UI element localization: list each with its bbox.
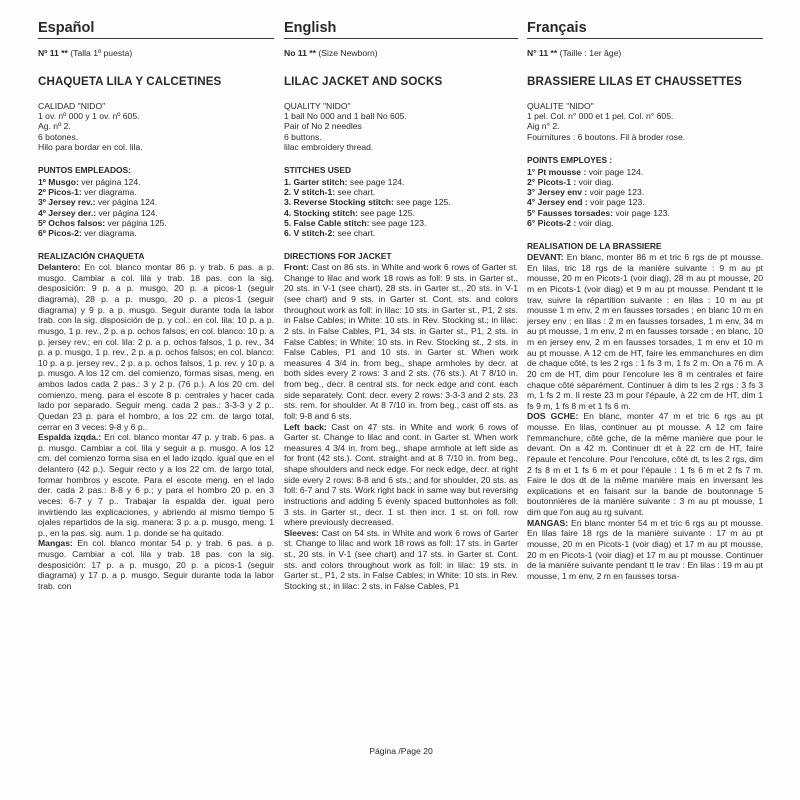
size-line-en: No 11 ** (Size Newborn) — [284, 48, 378, 58]
material-line: Fournitures : 6 boutons. Fil à broder rose. — [527, 131, 686, 142]
stitch-item: 5. False Cable stitch: see page 123. — [284, 217, 427, 228]
material-line: Pair of No 2 needles — [284, 121, 362, 132]
directions-heading-es: REALIZACIÓN CHAQUETA — [38, 251, 145, 262]
stitch-item: 4º Jersey der.: ver página 124. — [38, 207, 158, 218]
material-line: Ag. nº 2. — [38, 121, 71, 132]
paragraph-sleeves: Mangas: En col. blanco montar 54 p. y trab. 6 pas. a p. musgo. Cambiar a col. lila y trab. 18 pas. con la sig. desposición: 17 p. a p. musgo, 20 p. a picos-1 (seguir diagrama) y 17 p. a p. musgo. Seguir durante toda la labor trab. con — [38, 538, 274, 591]
language-heading-es: Español — [38, 20, 274, 39]
material-line: QUALITE "NIDO" — [527, 101, 594, 111]
material-line: 6 botones. — [38, 131, 79, 142]
stitch-item: 2º Picos-1: ver diagrama. — [38, 187, 137, 198]
materials-en — [284, 101, 518, 152]
column-english — [284, 0, 518, 592]
paragraph-back: Espalda izqda.: En col. blanco montar 47 p. y trab. 6 pas. a p. musgo. Cambiar a col. lila y seguir a p. musgo. A los 12 cm. del comienzo forma sisa en el lado izqdo. igual que en el delantero (42 p.). Seguir recto y a los 22 cm. de largo total, formar hombros y escote. Para el escote meng. en el lado der. cada 2 pas.: 8-8 y 6 p.; y para el hombro 20 p. en 3 veces: 6-7 y 7 p.. Trabajar la espalda der. igual pero invirtiendo las explicaciones, y abriendo al mismo tiempo 5 ojales repartidos de la sig. manera: 3 p. a p. musgo, meng. 1 p., en la pas. sig. aum. 1 p. donde se ha quitado. — [38, 432, 274, 538]
size-line-fr: N° 11 ** (Taille : 1er âge) — [527, 48, 622, 58]
stitch-item: 1. Garter stitch: see page 124. — [284, 177, 405, 188]
column-french — [527, 0, 763, 581]
material-line: lilac embroidery thread. — [284, 141, 374, 152]
materials-es — [38, 101, 274, 152]
stitch-item: 6° Picots-2 : voir diag. — [527, 217, 614, 228]
stitches-list-fr — [527, 167, 763, 228]
stitches-heading-en: STITCHES USED — [284, 165, 352, 176]
stitch-item: 5° Fausses torsades: voir page 123. — [527, 207, 670, 218]
paragraph-sleeves: Sleeves: Cast on 54 sts. in White and work 6 rows of Garter st. Change to lilac and work 18 rows as foll: 17 sts. in Garter st., 20 sts. in V-1 (see chart) and 17 sts. in Garter st. Cont. sts. and colors throughout work as foll: in lilac: 19 sts. in Garter st., P1, 2 sts. in False Cables; in White: 10 sts. in Rev. Stocking st.; in lilac: 2 sts. in False Cables, P1 — [284, 527, 518, 591]
paragraph-back: Left back: Cast on 47 sts. in White and work 6 rows of Garter st. Change to lilac and cont. in Garter st. When work measures 4 3/4 in. from beg., shape armhole at left side as for front (42 sts.). Cont. straight and at 8 7/10 in. from beg., shape shoulders and neck edge. For neck edge, decr. at right side every 2 rows: 8-8 and 6 sts.; and for shoulder, 20 sts. as foll: 6-7 and 7 sts. Work right back in same way but reversing instructions and adding 5 evenly spaced buttonholes as foll: 3 sts. in Garter st., decr. 1 st. then incr. 1 st. on foll. row where previously decreased. — [284, 421, 519, 528]
materials-fr — [527, 101, 763, 142]
paragraph-front: DEVANT: En blanc, monter 86 m et tric 6 rgs de pt mousse. En lilas, tric 18 rgs de la manière suivante : 9 m au pt mousse, 20 m en Picots-1 (voir diag), 28 m au pt mousse, 20 m en Picots-1 (voir diag) et 9 m au pt mousse. Pendant tt le trav, suivre la répartition suivante : en lilas : 10 m au pt mousse 1 m env, 2 m en fausses torsades ; en blanc 10 m en jersey env ; en lilas : 2 m en fausses torsades, 1 m env, 34 m au pt mousse, 1 m env, 2 m en fausses torsade ; en blanc, 10 m en jersey env, 2 m en fausses torsades, 1 m env et 10 m au pt mousse. A 12 cm de HT, faire les emmanchures en dim de chaque côté, ts les 2 rgs : 1 fs 3 m, 1 fs 2 m. On a 76 m. A 20 cm de HT, dim pour l'encolure les 8 m centrales et faire chaque côté séparément. Continuer à dim ts les 2 rgs : 3 fs 3 m, 1 fs 2 m. Il reste 23 m pour l'épaule, à 22 cm de HT, dim 1 fs 9 m, 1 fs 8 m et 1 fs 6 m. — [527, 252, 763, 411]
paragraph-sleeves: MANGAS: En blanc monter 54 m et tric 6 rgs au pt mousse. En lilas faire 18 rgs de la manière suivante : 17 m au pt mousse, 20 m en Picots-1 (voir diag) et 17 m au pt mousse, 20 m en Picots-1 (voir diag) et 17 m au pt mousse. Continuer de la manière suivante pendant tt le trav : En lilas : 19 m au pt mousse, 1 m env, 2 m en fausses torsa- — [527, 517, 763, 581]
stitch-item: 6º Picos-2: ver diagrama. — [38, 228, 137, 239]
material-line: 6 buttons. — [284, 131, 322, 142]
directions-heading-en: DIRECTIONS FOR JACKET — [284, 251, 392, 262]
material-line: CALIDAD "NIDO" — [38, 101, 106, 111]
material-line: QUALITY "NIDO" — [284, 101, 351, 111]
paragraph-front: Front: Cast on 86 sts. in White and work 6 rows of Garter st. Change to lilac and work 18 rows as foll: 9 sts. in Garter st., 20 sts. in V-1 (see chart), 28 sts. in Garter st., 20 sts. in V-1 (see chart) and 9 sts. in Garter st. Cont. sts. and colors throughout work as foll: in lilac: 10 sts. in Garter st., P1, 2 sts. in False Cables; in White: 10 sts. in Rev. Stocking st.; in lilac: 2 sts. in False Cables, P1, 34 sts. in Garter st., P1, 2 sts. in False Cables; in White: 10 sts. in Rev. Stocking st., 2 sts. in False Cables, P1 and 10 sts. in Garter st. When work measures 4 3/4 in. from beg., shape armholes by decr. at both sides every 2 rows: 3 and 2 sts. (76 sts.). At 7 8/10 in. from beg., decr. 8 central sts. for neck edge and cont. each side separately. Cont. decr. every 2 rows: 3-3-3 and 2 sts. 23 sts. rem. for shoulder. At 8 7/10 in. from beg., cast off sts. as foll: 9-8 and 6 sts. — [284, 262, 518, 421]
stitches-heading-fr: POINTS EMPLOYES : — [527, 154, 613, 165]
size-line-es: Nº 11 ** (Talla 1º puesta) — [38, 48, 133, 58]
page-number: Página /Page 20 — [369, 746, 433, 756]
material-line: 1 ball No 000 and 1 ball No 605. — [284, 111, 407, 122]
stitch-item: 4° Jersey end : voir page 123. — [527, 197, 645, 208]
material-line: Hilo para bordar en col. lila. — [38, 141, 143, 152]
stitch-item: 3º Jersey rev.: ver página 124. — [38, 197, 158, 208]
language-heading-fr: Français — [527, 20, 763, 39]
material-line: Aig n° 2. — [527, 121, 560, 132]
directions-body-es — [38, 262, 274, 591]
stitch-item: 3. Reverse Stocking stitch: see page 125. — [284, 197, 451, 208]
paragraph-back: DOS GCHE: En blanc, monter 47 m et tric 6 rgs au pt mousse. En lilas, continuer au pt mousse. A 12 cm faire l'emmanchure, côté gche, de la même manière que pour le devant. On a 42 m. Continuer dt et à 22 cm de HT, faire l'épaule et l'encolure. Pour l'encolure, côté dt, ts les 2 rgs, dim 2 fs 8 m et 1 fs 6 m et pour l'épaule : 1 fs 6 m et 2 fs 7 m. Faire le dos dt de la même manière mais en inversant les explications et en faisant sur la bande de boutonnage 5 boutonnières de la manière suivante : 3 m au pt mousse, 1 dim que l'on aug au rg suivant. — [527, 411, 763, 518]
column-spanish — [38, 0, 274, 592]
stitch-item: 1º Musgo: ver página 124. — [38, 177, 141, 188]
stitch-item: 4. Stocking stitch: see page 125. — [284, 207, 415, 218]
stitch-item: 5º Ochos falsos: ver página 125. — [38, 217, 167, 228]
stitch-item: 2° Picots-1 : voir diag. — [527, 177, 614, 188]
material-line: 1 ov. nº 000 y 1 ov. nº 605. — [38, 111, 140, 122]
stitch-item: 3° Jersey env : voir page 123. — [527, 187, 645, 198]
stitch-item: 1° Pt mousse : voir page 124. — [527, 166, 644, 177]
material-line: 1 pel. Col. n° 000 et 1 pel. Col. n° 605. — [527, 111, 674, 122]
language-heading-en: English — [284, 20, 518, 39]
stitches-list-es — [38, 177, 274, 238]
directions-body-en — [284, 262, 518, 591]
pattern-title-es: CHAQUETA LILA Y CALCETINES — [38, 75, 222, 88]
stitches-list-en — [284, 177, 518, 238]
stitch-item: 6. V stitch-2: see chart. — [284, 228, 376, 239]
directions-heading-fr: REALISATION DE LA BRASSIERE — [527, 241, 662, 252]
pattern-title-fr: BRASSIERE LILAS ET CHAUSSETTES — [527, 75, 742, 88]
directions-body-fr — [527, 252, 763, 581]
stitches-heading-es: PUNTOS EMPLEADOS: — [38, 165, 131, 176]
stitch-item: 2. V stitch-1: see chart. — [284, 187, 376, 198]
paragraph-front: Delantero: En col. blanco montar 86 p. y trab. 6 pas. a p. musgo. Cambiar a col. lila y trab. 18 pas. con la sig. desposición: 9 p. a p. musgo, 20 p. a picos-1 (seguir diagrama), 28 p. a p. musgo, 20 p. a picos-1 (seguir diagrama) y 9 p. a p. musgo. Seguir durante toda la labor trab. con la sig. disposición de p. y col.: en col. lila: 10 p. a p. musgo, 1 p. rev., 2 p. a p. ochos falsos; en col. blanco: 10 p. a p. jersey rev.; en col. lila: 2 p. a p. ochos falsos, 1 p. rev., 34 p. a p. musgo, 1 p. rev., 2 p. a p. ochos falsos; en col. blanco: 10 p. a p. jersey rev., 2 p. a p. ochos falsos, 1 p. rev. y 10 p. a p. musgo. A los 12 cm. del comienzo, formas sisas, meng. en ambos lados cada 2 pas.: 3 y 2 p. (76 p.). A los 20 cm. del comienzo, meng. para el escote 8 p. centrales y hacer cada lado por separado. Seguir meng. cada 2 pas.: 3-3-3 y 2 p.. Quedan 23 p. para el hombro, a los 22 cm. de largo total, cerrar en 3 veces: 9-8 y 6 p.. — [38, 262, 274, 432]
pattern-title-en: LILAC JACKET AND SOCKS — [284, 75, 443, 88]
